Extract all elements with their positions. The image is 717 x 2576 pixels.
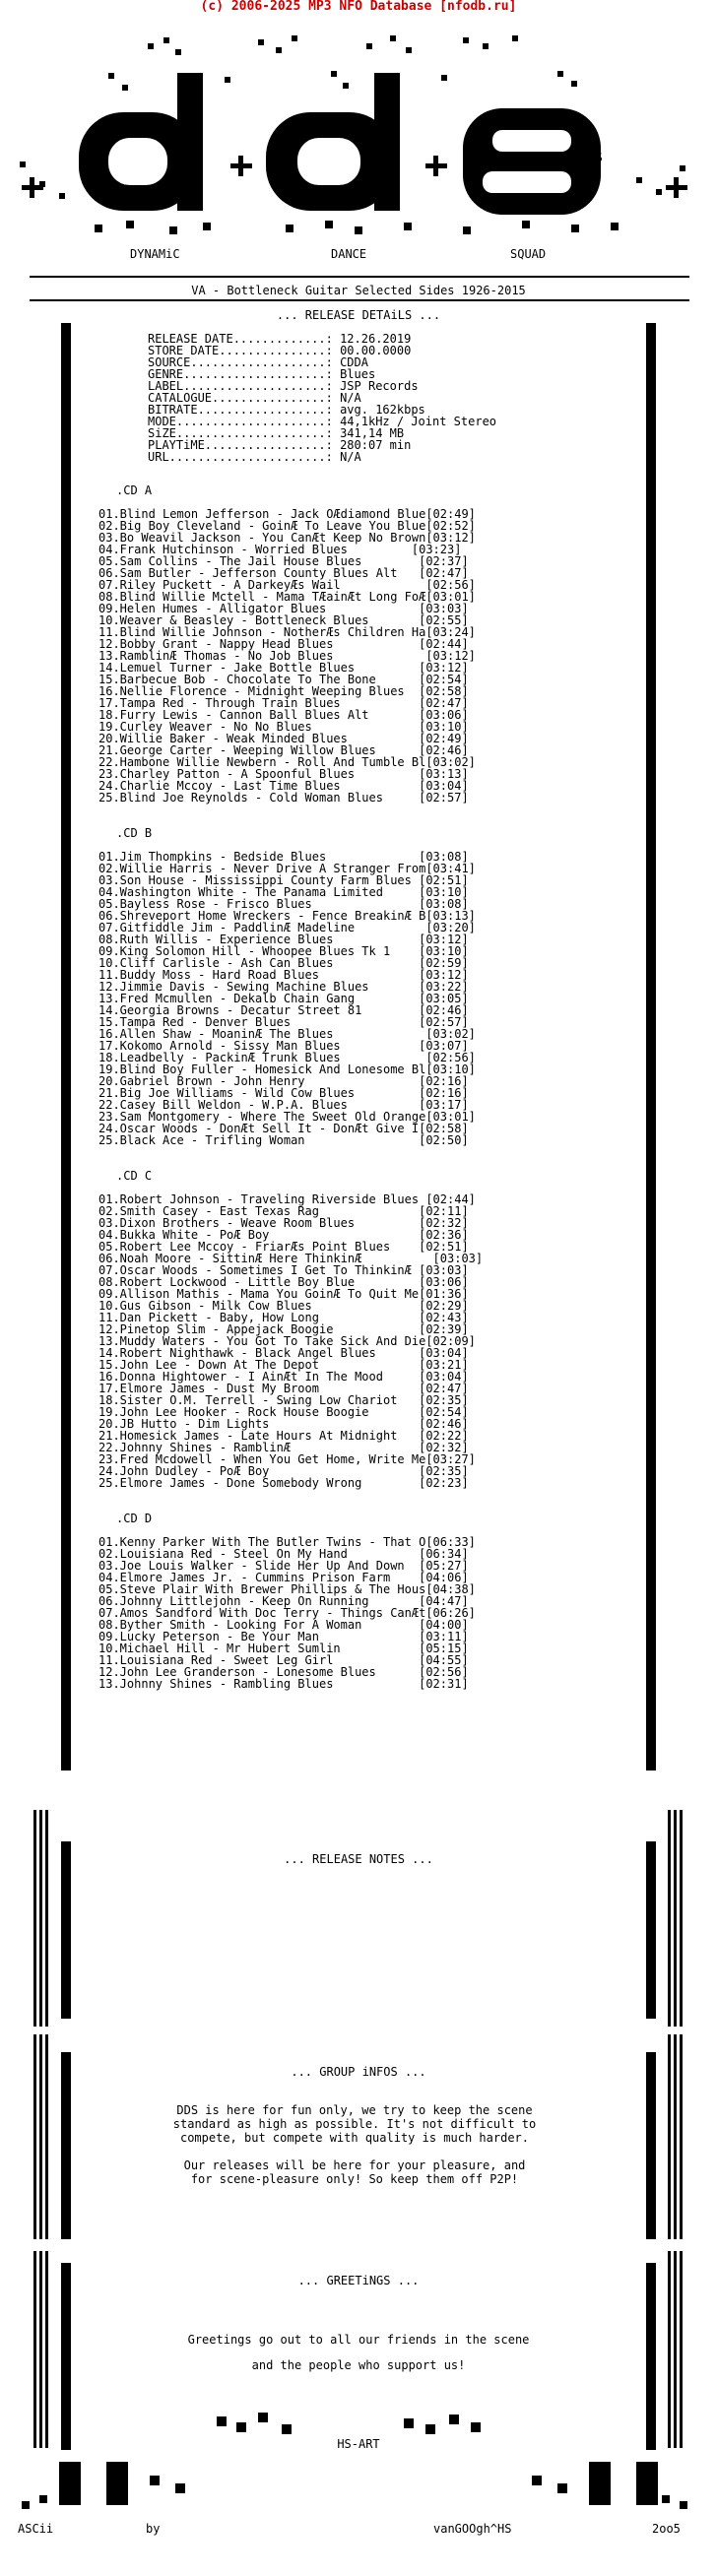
track-row: 05.Steve Plair With Brewer Phillips & The Hous[04:38]: [98, 1582, 476, 1596]
group-text-line: standard as high as possible. It's not difficult to: [172, 2117, 537, 2131]
track-row: 14.Georgia Browns - Decatur Street 81 [02:46]: [98, 1003, 469, 1017]
track-row: 21.Big Joe Williams - Wild Cow Blues [02:16]: [98, 1086, 469, 1100]
track-row: 23.Fred Mcdowell - When You Get Home, Write Me[03:27]: [98, 1452, 476, 1466]
track-row: 07.Amos Sandford With Doc Terry - Things CanÆt[06:26]: [98, 1606, 476, 1620]
track-row: 11.Buddy Moss - Hard Road Blues [03:12]: [98, 968, 469, 982]
track-row: 25.Blind Joe Reynolds - Cold Woman Blues [02:57]: [98, 791, 469, 805]
track-row: 10.Cliff Carlisle - Ash Can Blues [02:59]: [98, 956, 469, 970]
track-row: 04.Washington White - The Panama Limited [03:10]: [98, 885, 469, 899]
logo-letter-o: O: [574, 139, 582, 153]
group-word-dance: DANCE: [331, 247, 367, 261]
track-row: 17.Kokomo Arnold - Sissy Man Blues [03:07]: [98, 1039, 469, 1053]
track-row: 01.Jim Thompkins - Bedside Blues [03:08]: [98, 850, 469, 864]
track-row: 15.Barbecue Bob - Chocolate To The Bone [02:54]: [98, 673, 469, 686]
track-row: 08.Blind Willie Mctell - Mama TÆainÆt Long FoÆ[03:01]: [98, 590, 476, 604]
track-row: 21.Homesick James - Late Hours At Midnight [02:22]: [98, 1429, 469, 1443]
group-word-dynamic: DYNAMiC: [130, 247, 180, 261]
track-row: 22.Johnny Shines - RamblinÆ [02:32]: [98, 1441, 469, 1454]
track-row: 14.Lemuel Turner - Jake Bottle Blues [03:12]: [98, 661, 469, 675]
track-row: 16.Nellie Florence - Midnight Weeping Blues [02:58]: [98, 684, 469, 698]
track-row: 03.Dixon Brothers - Weave Room Blues [02:32]: [98, 1216, 469, 1230]
track-row: 19.Curley Weaver - No No Blues [03:10]: [98, 720, 469, 734]
disc-label: .CD D: [116, 1512, 153, 1525]
notes-left-band: [33, 1810, 49, 2027]
track-row: 05.Sam Collins - The Jail House Blues [02:37]: [98, 554, 469, 568]
track-row: 04.Bukka White - PoÆ Boy [02:36]: [98, 1228, 469, 1242]
divider-title: [30, 299, 689, 301]
group-text-line: Our releases will be here for your pleasure, and: [183, 2158, 526, 2172]
track-row: 02.Smith Casey - East Texas Rag [02:11]: [98, 1204, 469, 1218]
track-row: 01.Kenny Parker With The Butler Twins - That O[06:33]: [98, 1535, 476, 1549]
divider-top: [30, 276, 689, 278]
track-row: 21.George Carter - Weeping Willow Blues [02:46]: [98, 743, 469, 757]
details-heading: ... RELEASE DETAiLS ...: [276, 308, 441, 322]
track-row: 02.Big Boy Cleveland - GoinÆ To Leave You Blue[02:52]: [98, 519, 476, 533]
notes-right-bar: [646, 1841, 656, 2019]
track-row: 06.Johnny Littlejohn - Keep On Running [04:47]: [98, 1594, 469, 1608]
dds-ascii-logo: [0, 14, 717, 268]
track-row: 15.John Lee - Down At The Depot [03:21]: [98, 1358, 469, 1372]
hs-art-label: HS-ART: [337, 2437, 380, 2451]
frame-left-bar: [61, 323, 71, 1771]
track-row: 07.Oscar Woods - Sometimes I Get To ThinkinÆ [03:03]: [98, 1263, 469, 1277]
track-row: 08.Robert Lockwood - Little Boy Blue [03:06]: [98, 1275, 469, 1289]
track-row: 10.Michael Hill - Mr Hubert Sumlin [05:15]: [98, 1642, 469, 1655]
track-row: 01.Robert Johnson - Traveling Riverside Blues [02:44]: [98, 1192, 476, 1206]
track-row: 08.Byther Smith - Looking For A Woman [04:00]: [98, 1618, 469, 1632]
track-row: 24.John Dudley - PoÆ Boy [02:35]: [98, 1464, 469, 1478]
track-row: 02.Willie Harris - Never Drive A Stranger From[03:41]: [98, 862, 476, 875]
group-text-line: compete, but compete with quality is much harder.: [179, 2131, 529, 2145]
group-right-bar: [646, 2052, 656, 2239]
track-row: 18.Furry Lewis - Cannon Ball Blues Alt [03:06]: [98, 708, 469, 722]
copyright-banner: (c) 2006-2025 MP3 NFO Database [nfodb.ru]: [200, 0, 517, 14]
track-row: 22.Casey Bill Weldon - W.P.A. Blues [03:17]: [98, 1098, 469, 1112]
track-row: 04.Elmore James Jr. - Cummins Prison Farm [04:06]: [98, 1571, 469, 1584]
details-row: MODE.....................: 44,1kHz / Joint Stereo: [148, 415, 497, 428]
track-row: 18.Sister O.M. Terrell - Swing Low Chariot [02:35]: [98, 1393, 469, 1407]
track-row: 16.Allen Shaw - MoaninÆ The Blues [03:02]: [98, 1027, 476, 1041]
track-row: 20.Gabriel Brown - John Henry [02:16]: [98, 1074, 469, 1088]
track-row: 06.Noah Moore - SittinÆ Here ThinkinÆ [03:03]: [98, 1252, 484, 1265]
track-row: 09.Allison Mathis - Mama You GoinÆ To Quit Me[01:36]: [98, 1287, 469, 1301]
details-row: STORE DATE...............: 00.00.0000: [148, 344, 412, 357]
track-row: 17.Tampa Red - Through Train Blues [02:47]: [98, 696, 469, 710]
track-row: 23.Sam Montgomery - Where The Sweet Old Orange[03:01]: [98, 1110, 476, 1124]
track-row: 13.Fred Mcmullen - Dekalb Chain Gang [03:05]: [98, 992, 469, 1005]
details-table: [148, 333, 496, 463]
track-row: 20.JB Hutto - Dim Lights [02:46]: [98, 1417, 469, 1431]
track-row: 25.Black Ace - Trifling Woman [02:50]: [98, 1133, 469, 1147]
track-row: 17.Elmore James - Dust My Broom [02:47]: [98, 1382, 469, 1395]
track-row: 03.Bo Weavil Jackson - You CanÆt Keep No Brown[03:12]: [98, 531, 476, 545]
group-heading: ... GROUP iNFOS ...: [291, 2065, 426, 2079]
greetings-line-1: Greetings go out to all our friends in the scene: [187, 2333, 530, 2347]
track-row: 06.Sam Butler - Jefferson County Blues Alt [02:47]: [98, 566, 469, 580]
track-row: 20.Willie Baker - Weak Minded Blues [02:49]: [98, 732, 469, 745]
greetings-line-2: and the people who support us!: [251, 2358, 466, 2372]
track-row: 12.Pinetop Slim - Appejack Boogie [02:39]: [98, 1322, 469, 1336]
disc-label: .CD A: [116, 483, 153, 497]
release-title: VA - Bottleneck Guitar Selected Sides 1926-2015: [191, 284, 526, 297]
track-row: 03.Joe Louis Walker - Slide Her Up And Down [05:27]: [98, 1559, 469, 1573]
logo-letter-ohs: O^HS: [574, 151, 603, 164]
details-row: URL......................: N/A: [148, 450, 361, 464]
details-row: SiZE.....................: 341,14 MB: [148, 426, 405, 440]
track-row: 04.Frank Hutchinson - Worried Blues [03:23]: [98, 543, 462, 556]
track-row: 02.Louisiana Red - Steel On My Hand [06:34]: [98, 1547, 469, 1561]
track-row: 11.Blind Willie Johnson - NotherÆs Children Ha[03:24]: [98, 625, 476, 639]
group-text-line: DDS is here for fun only, we try to keep the scene: [176, 2103, 533, 2117]
track-row: 19.Blind Boy Fuller - Homesick And Lonesome Bl[03:10]: [98, 1063, 476, 1076]
track-row: 23.Charley Patton - A Spoonful Blues [03:13]: [98, 767, 469, 781]
details-row: SOURCE...................: CDDA: [148, 355, 368, 369]
track-row: 06.Shreveport Home Wreckers - Fence BreakinÆ B[03:13]: [98, 909, 476, 923]
details-row: PLAYTiME.................: 280:07 min: [148, 438, 412, 452]
track-row: 13.Muddy Waters - You Got To Take Sick And Die[02:09]: [98, 1334, 476, 1348]
track-row: 25.Elmore James - Done Somebody Wrong [02:23]: [98, 1476, 469, 1490]
frame-right-bar: [646, 323, 656, 1771]
track-row: 14.Robert Nighthawk - Black Angel Blues [03:04]: [98, 1346, 469, 1360]
track-row: 05.Bayless Rose - Frisco Blues [03:08]: [98, 897, 469, 911]
track-row: 15.Tampa Red - Denver Blues [02:57]: [98, 1015, 469, 1029]
track-row: 07.Gitfiddle Jim - PaddlinÆ Madeline [03:20]: [98, 921, 476, 934]
track-row: 08.Ruth Willis - Experience Blues [03:12]: [98, 933, 469, 946]
greetings-heading: ... GREETiNGS ...: [297, 2274, 420, 2287]
details-row: LABEL....................: JSP Records: [148, 379, 419, 393]
track-row: 09.King Solomon Hill - Whoopee Blues Tk 1 [03:10]: [98, 944, 469, 958]
track-row: 03.Son House - Mississippi County Farm Blues [02:51]: [98, 873, 469, 887]
track-row: 24.Oscar Woods - DonÆt Sell It - DonÆt Give I[02:58]: [98, 1122, 469, 1135]
track-row: 10.Weaver & Beasley - Bottleneck Blues [02:55]: [98, 613, 469, 627]
credit-year: 2oo5: [652, 2522, 681, 2536]
group-text-line: for scene-pleasure only! So keep them off P2P!: [190, 2172, 519, 2186]
track-row: 13.Johnny Shines - Rambling Blues [02:31]: [98, 1677, 469, 1691]
track-row: 11.Louisiana Red - Sweet Leg Girl [04:55]: [98, 1653, 469, 1667]
track-row: 12.Bobby Grant - Nappy Head Blues [02:44]: [98, 637, 469, 651]
track-row: 09.Lucky Peterson - Be Your Man [03:11]: [98, 1630, 469, 1643]
details-row: BITRATE..................: avg. 162kbps: [148, 403, 425, 417]
notes-right-band: [668, 1810, 684, 2027]
track-row: 24.Charlie Mccoy - Last Time Blues [03:04]: [98, 779, 469, 793]
track-row: 12.John Lee Granderson - Lonesome Blues [02:56]: [98, 1665, 469, 1679]
track-row: 11.Dan Pickett - Baby, How Long [02:43]: [98, 1311, 469, 1324]
track-row: 07.Riley Puckett - A DarkeyÆs Wail [02:56]: [98, 578, 476, 592]
group-left-bar: [61, 2052, 71, 2239]
credit-ascii: ASCii: [18, 2522, 54, 2536]
notes-heading: ... RELEASE NOTES ...: [284, 1852, 433, 1866]
track-row: 01.Blind Lemon Jefferson - Jack OÆdiamond Blue[02:49]: [98, 507, 476, 521]
track-row: 05.Robert Lee Mccoy - FriarÆs Point Blues [02:51]: [98, 1240, 469, 1254]
track-row: 13.RamblinÆ Thomas - No Job Blues [03:12]: [98, 649, 476, 663]
track-row: 19.John Lee Hooker - Rock House Boogie [02:54]: [98, 1405, 469, 1419]
track-row: 16.Donna Hightower - I AinÆt In The Mood [03:04]: [98, 1370, 469, 1384]
disc-label: .CD B: [116, 826, 153, 840]
track-row: 18.Leadbelly - PackinÆ Trunk Blues [02:56]: [98, 1051, 476, 1064]
track-row: 09.Helen Humes - Alligator Blues [03:03]: [98, 602, 469, 615]
track-row: 22.Hambone Willie Newbern - Roll And Tumble Bl[03:02]: [98, 755, 476, 769]
credit-author: vanGOOgh^HS: [433, 2522, 512, 2536]
track-row: 10.Gus Gibson - Milk Cow Blues [02:29]: [98, 1299, 469, 1313]
group-word-squad: SQUAD: [510, 247, 547, 261]
disc-label: .CD C: [116, 1169, 153, 1183]
track-row: 12.Jimmie Davis - Sewing Machine Blues [03:22]: [98, 980, 469, 994]
details-row: CATALOGUE................: N/A: [148, 391, 361, 405]
logo-letter-g: G: [574, 127, 582, 141]
details-row: RELEASE DATE.............: 12.26.2019: [148, 332, 412, 346]
credit-by: by: [146, 2522, 161, 2536]
notes-left-bar: [61, 1841, 71, 2019]
details-row: GENRE....................: Blues: [148, 367, 376, 381]
footer-ascii-art: [0, 2393, 717, 2541]
